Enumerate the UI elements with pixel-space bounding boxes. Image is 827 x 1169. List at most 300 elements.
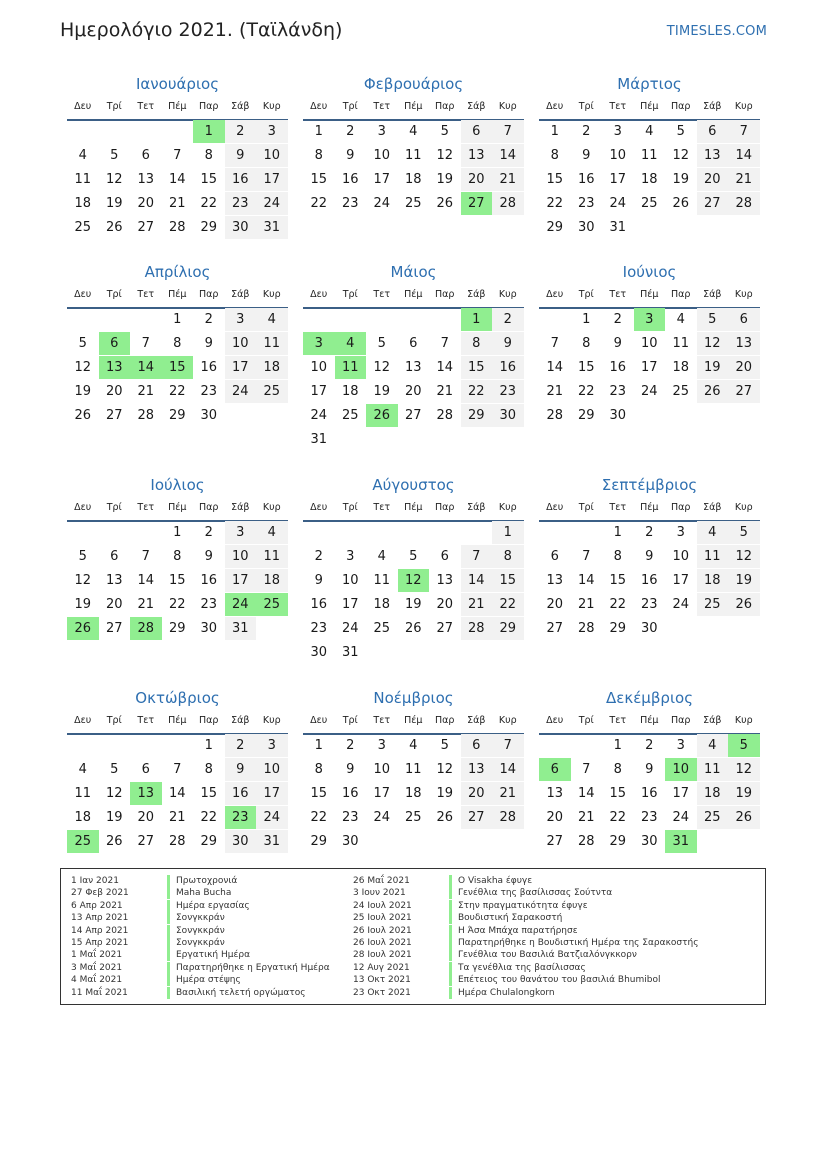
day-cell: 30 [225, 830, 257, 853]
day-cell: 12 [373, 360, 391, 375]
holiday-day-cell: 12 [398, 569, 430, 592]
day-cell: 19 [404, 597, 422, 612]
weekday-label: Τρί [342, 502, 358, 513]
weekday-label: Πέμ [168, 502, 187, 513]
day-cell: 1 [550, 124, 559, 139]
day-cell: 10 [640, 336, 658, 351]
weekday-label: Σάβ [703, 502, 722, 513]
day-cell: 20 [404, 384, 422, 399]
holiday-name: Παρατηρήθηκε η Βουδιστική Ημέρα της Σαρακοστής [449, 937, 698, 949]
day-cell: 19 [373, 384, 391, 399]
day-cell: 25 [404, 196, 422, 211]
day-cell: 10 [373, 148, 391, 163]
day-cell: 13 [137, 172, 155, 187]
day-cell: 7 [173, 762, 182, 777]
day-cell: 15 [310, 172, 328, 187]
holiday-date: 4 Μαΐ 2021 [71, 975, 123, 986]
day-cell: 3 [676, 525, 685, 540]
day-cell: 2 [346, 124, 355, 139]
day-cell: 17 [256, 782, 288, 805]
day-cell: 13 [461, 144, 493, 167]
month-name: Ιανουάριος [135, 75, 219, 93]
day-cell: 10 [672, 549, 690, 564]
day-cell: 1 [173, 525, 182, 540]
weekday-label: Σάβ [467, 101, 486, 112]
day-cell: 23 [577, 196, 595, 211]
day-cell: 18 [256, 569, 288, 592]
weekday-label: Τρί [106, 289, 122, 300]
day-cell: 26 [74, 408, 92, 423]
day-cell: 26 [697, 380, 729, 403]
holiday-day-cell: 26 [366, 404, 398, 427]
day-cell: 21 [168, 196, 186, 211]
weekday-label: Δευ [310, 289, 328, 300]
day-cell: 2 [613, 312, 622, 327]
day-cell: 4 [78, 762, 87, 777]
day-cell: 1 [492, 521, 524, 544]
day-cell: 12 [697, 332, 729, 355]
day-cell: 2 [204, 525, 213, 540]
month-name: Νοέμβριος [373, 689, 454, 707]
day-cell: 16 [200, 360, 218, 375]
month-name: Μάρτιος [617, 75, 682, 93]
day-cell: 2 [225, 120, 257, 143]
day-cell: 6 [141, 762, 150, 777]
holiday-list [60, 868, 766, 1005]
day-cell: 23 [341, 810, 359, 825]
day-cell: 12 [105, 172, 123, 187]
day-cell: 12 [436, 148, 454, 163]
weekday-label: Δευ [546, 101, 564, 112]
day-cell: 23 [225, 192, 257, 215]
day-cell: 2 [582, 124, 591, 139]
day-cell: 29 [200, 220, 218, 235]
day-cell: 17 [672, 786, 690, 801]
weekday-label: Δευ [74, 715, 92, 726]
weekday-label: Κυρ [262, 289, 281, 300]
day-cell: 7 [141, 336, 150, 351]
day-cell: 15 [609, 786, 627, 801]
day-cell: 15 [492, 569, 524, 592]
day-cell: 7 [728, 120, 760, 143]
holiday-date: 12 Αυγ 2021 [353, 962, 410, 973]
day-cell: 8 [173, 549, 182, 564]
day-cell: 20 [137, 196, 155, 211]
month-name: Φεβρουάριος [363, 75, 464, 93]
weekday-label: Τετ [137, 101, 155, 112]
weekday-label: Τετ [373, 715, 391, 726]
holiday-day-cell: 6 [99, 332, 131, 355]
day-cell: 27 [137, 220, 155, 235]
day-cell: 29 [461, 404, 493, 427]
day-cell: 6 [697, 120, 729, 143]
day-cell: 12 [672, 148, 690, 163]
weekday-label: Πέμ [168, 101, 187, 112]
day-cell: 9 [204, 336, 213, 351]
day-cell: 6 [728, 308, 760, 331]
holiday-day-cell: 10 [665, 758, 697, 781]
day-cell: 21 [546, 384, 564, 399]
day-cell: 11 [640, 148, 658, 163]
day-cell: 30 [200, 408, 218, 423]
day-cell: 4 [409, 738, 418, 753]
weekday-label: Κυρ [498, 289, 517, 300]
day-cell: 27 [546, 834, 564, 849]
day-cell: 9 [613, 336, 622, 351]
month-9 [539, 475, 760, 655]
month-name: Απρίλιος [144, 263, 211, 281]
day-cell: 22 [577, 384, 595, 399]
day-cell: 11 [256, 545, 288, 568]
holiday-day-cell: 13 [130, 782, 162, 805]
weekday-label: Τρί [106, 502, 122, 513]
day-cell: 10 [256, 758, 288, 781]
day-cell: 17 [310, 384, 328, 399]
holiday-name: Στην πραγματικότητα έφυγε [449, 900, 588, 912]
day-cell: 21 [137, 597, 155, 612]
brand-link[interactable]: TIMESLES.COM [666, 24, 767, 39]
day-cell: 26 [105, 220, 123, 235]
day-cell: 4 [697, 521, 729, 544]
holiday-date: 3 Ιουν 2021 [353, 888, 406, 899]
day-cell: 25 [697, 806, 729, 829]
weekday-label: Τρί [106, 101, 122, 112]
weekday-label: Πέμ [640, 289, 659, 300]
weekday-label: Τετ [609, 101, 627, 112]
day-cell: 30 [200, 621, 218, 636]
day-cell: 20 [105, 597, 123, 612]
weekday-label: Τρί [342, 289, 358, 300]
day-cell: 29 [609, 834, 627, 849]
day-cell: 17 [373, 786, 391, 801]
day-cell: 26 [404, 621, 422, 636]
weekday-label: Δευ [546, 289, 564, 300]
holiday-date: 13 Οκτ 2021 [353, 975, 411, 986]
day-cell: 18 [697, 782, 729, 805]
day-cell: 9 [314, 573, 323, 588]
day-cell: 3 [613, 124, 622, 139]
day-cell: 5 [440, 124, 449, 139]
day-cell: 24 [373, 196, 391, 211]
day-cell: 10 [310, 360, 328, 375]
day-cell: 5 [697, 308, 729, 331]
weekday-label: Σάβ [467, 715, 486, 726]
day-cell: 17 [256, 168, 288, 191]
holiday-name: Ημέρα Chulalongkorn [449, 987, 555, 999]
day-cell: 16 [341, 786, 359, 801]
day-cell: 27 [404, 408, 422, 423]
day-cell: 5 [409, 549, 418, 564]
weekday-label: Σάβ [231, 502, 250, 513]
day-cell: 3 [346, 549, 355, 564]
day-cell: 14 [436, 360, 454, 375]
day-cell: 13 [436, 573, 454, 588]
holiday-date: 26 Μαΐ 2021 [353, 876, 410, 886]
day-cell: 4 [256, 308, 288, 331]
day-cell: 31 [341, 645, 359, 660]
month-rule [303, 520, 524, 522]
day-cell: 17 [609, 172, 627, 187]
day-cell: 19 [74, 384, 92, 399]
day-cell: 9 [204, 549, 213, 564]
day-cell: 22 [609, 597, 627, 612]
day-cell: 28 [577, 834, 595, 849]
holiday-day-cell: 25 [67, 830, 99, 853]
holiday-name: Βασιλική τελετή οργώματος [167, 987, 306, 999]
day-cell: 31 [310, 432, 328, 447]
day-cell: 15 [577, 360, 595, 375]
day-cell: 8 [582, 336, 591, 351]
day-cell: 28 [577, 621, 595, 636]
weekday-label: Τετ [609, 715, 627, 726]
day-cell: 11 [74, 786, 92, 801]
day-cell: 8 [314, 148, 323, 163]
holiday-day-cell: 31 [665, 830, 697, 853]
weekday-label: Κυρ [262, 715, 281, 726]
day-cell: 31 [256, 216, 288, 239]
day-cell: 24 [373, 810, 391, 825]
day-cell: 16 [310, 597, 328, 612]
day-cell: 1 [613, 525, 622, 540]
day-cell: 3 [225, 308, 257, 331]
day-cell: 18 [404, 172, 422, 187]
day-cell: 11 [74, 172, 92, 187]
day-cell: 7 [440, 336, 449, 351]
day-cell: 22 [609, 810, 627, 825]
day-cell: 9 [645, 762, 654, 777]
day-cell: 8 [461, 332, 493, 355]
day-cell: 28 [546, 408, 564, 423]
day-cell: 30 [640, 834, 658, 849]
month-2 [303, 74, 524, 254]
day-cell: 17 [225, 569, 257, 592]
holiday-day-cell: 1 [461, 308, 493, 331]
weekday-label: Παρ [435, 715, 455, 726]
holiday-day-cell: 4 [335, 332, 367, 355]
day-cell: 16 [609, 360, 627, 375]
day-cell: 15 [200, 786, 218, 801]
day-cell: 6 [110, 549, 119, 564]
holiday-day-cell: 24 [225, 593, 257, 616]
day-cell: 27 [697, 192, 729, 215]
day-cell: 25 [697, 593, 729, 616]
holiday-name: Σονγκκράν [167, 937, 225, 949]
weekday-label: Τρί [106, 715, 122, 726]
day-cell: 29 [492, 617, 524, 640]
holiday-day-cell: 11 [335, 356, 367, 379]
day-cell: 1 [173, 312, 182, 327]
weekday-label: Τρί [578, 289, 594, 300]
holiday-name: Maha Bucha [167, 887, 231, 899]
day-cell: 3 [256, 120, 288, 143]
day-cell: 21 [137, 384, 155, 399]
day-cell: 2 [492, 308, 524, 331]
day-cell: 26 [728, 806, 760, 829]
holiday-day-cell: 5 [728, 734, 760, 757]
day-cell: 14 [577, 786, 595, 801]
weekday-label: Τετ [373, 101, 391, 112]
day-cell: 12 [105, 786, 123, 801]
day-cell: 19 [105, 196, 123, 211]
day-cell: 4 [409, 124, 418, 139]
weekday-label: Τετ [137, 289, 155, 300]
weekday-label: Κυρ [734, 502, 753, 513]
day-cell: 1 [314, 738, 323, 753]
day-cell: 6 [440, 549, 449, 564]
day-cell: 23 [640, 597, 658, 612]
holiday-name: Τα γενέθλια της βασίλισσας [449, 962, 586, 974]
holiday-name: Εργατική Ημέρα [167, 949, 250, 961]
day-cell: 28 [168, 220, 186, 235]
day-cell: 15 [310, 786, 328, 801]
weekday-label: Πέμ [404, 715, 423, 726]
day-cell: 31 [225, 617, 257, 640]
day-cell: 3 [225, 521, 257, 544]
day-cell: 2 [645, 738, 654, 753]
day-cell: 5 [377, 336, 386, 351]
day-cell: 16 [200, 573, 218, 588]
day-cell: 8 [613, 762, 622, 777]
day-cell: 9 [645, 549, 654, 564]
day-cell: 20 [461, 782, 493, 805]
day-cell: 18 [373, 597, 391, 612]
day-cell: 8 [613, 549, 622, 564]
day-cell: 23 [200, 597, 218, 612]
day-cell: 24 [672, 810, 690, 825]
weekday-label: Κυρ [734, 715, 753, 726]
day-cell: 11 [256, 332, 288, 355]
day-cell: 7 [550, 336, 559, 351]
day-cell: 20 [546, 810, 564, 825]
month-6 [539, 262, 760, 442]
day-cell: 27 [546, 621, 564, 636]
weekday-label: Σάβ [231, 101, 250, 112]
day-cell: 5 [78, 336, 87, 351]
holiday-name: Σονγκκράν [167, 912, 225, 924]
day-cell: 27 [137, 834, 155, 849]
weekday-label: Σάβ [703, 289, 722, 300]
holiday-date: 14 Απρ 2021 [71, 925, 129, 936]
day-cell: 3 [256, 734, 288, 757]
day-cell: 19 [74, 597, 92, 612]
weekday-label: Πέμ [640, 101, 659, 112]
month-8 [303, 475, 524, 660]
month-10 [67, 688, 288, 868]
day-cell: 4 [697, 734, 729, 757]
day-cell: 22 [461, 380, 493, 403]
holiday-date: 1 Μαΐ 2021 [71, 950, 123, 961]
weekday-label: Δευ [546, 502, 564, 513]
day-cell: 22 [310, 810, 328, 825]
day-cell: 24 [225, 380, 257, 403]
weekday-label: Παρ [199, 715, 219, 726]
day-cell: 6 [461, 120, 493, 143]
day-cell: 29 [168, 621, 186, 636]
holiday-day-cell: 14 [130, 356, 162, 379]
day-cell: 25 [640, 196, 658, 211]
weekday-label: Δευ [310, 502, 328, 513]
day-cell: 30 [640, 621, 658, 636]
day-cell: 15 [609, 573, 627, 588]
day-cell: 23 [341, 196, 359, 211]
day-cell: 20 [697, 168, 729, 191]
weekday-label: Κυρ [262, 502, 281, 513]
weekday-label: Τρί [342, 715, 358, 726]
day-cell: 23 [200, 384, 218, 399]
day-cell: 30 [225, 216, 257, 239]
holiday-name: Ο Visakha έφυγε [449, 875, 532, 887]
day-cell: 28 [436, 408, 454, 423]
day-cell: 6 [409, 336, 418, 351]
day-cell: 15 [168, 573, 186, 588]
day-cell: 28 [137, 408, 155, 423]
day-cell: 13 [546, 573, 564, 588]
weekday-label: Πέμ [640, 502, 659, 513]
day-cell: 27 [728, 380, 760, 403]
weekday-label: Σάβ [231, 715, 250, 726]
holiday-name: Βουδιστική Σαρακοστή [449, 912, 562, 924]
day-cell: 14 [546, 360, 564, 375]
day-cell: 23 [640, 810, 658, 825]
holiday-day-cell: 6 [539, 758, 571, 781]
day-cell: 28 [492, 806, 524, 829]
day-cell: 10 [373, 762, 391, 777]
day-cell: 7 [173, 148, 182, 163]
day-cell: 9 [346, 148, 355, 163]
day-cell: 7 [582, 762, 591, 777]
day-cell: 24 [256, 192, 288, 215]
day-cell: 22 [200, 810, 218, 825]
holiday-date: 11 Μαΐ 2021 [71, 987, 128, 998]
day-cell: 16 [492, 356, 524, 379]
holiday-day-cell: 15 [162, 356, 194, 379]
day-cell: 31 [256, 830, 288, 853]
weekday-label: Κυρ [262, 101, 281, 112]
day-cell: 25 [341, 408, 359, 423]
weekday-label: Σάβ [231, 289, 250, 300]
day-cell: 9 [582, 148, 591, 163]
holiday-name: Ημέρα εργασίας [167, 900, 250, 912]
day-cell: 3 [676, 738, 685, 753]
day-cell: 17 [225, 356, 257, 379]
holiday-date: 3 Μαΐ 2021 [71, 962, 123, 973]
weekday-label: Τρί [342, 101, 358, 112]
holiday-name: Παρατηρήθηκε η Εργατική Ημέρα [167, 962, 330, 974]
day-cell: 29 [609, 621, 627, 636]
day-cell: 1 [204, 738, 213, 753]
weekday-label: Σάβ [703, 101, 722, 112]
day-cell: 14 [577, 573, 595, 588]
day-cell: 10 [341, 573, 359, 588]
day-cell: 5 [440, 738, 449, 753]
day-cell: 24 [672, 597, 690, 612]
day-cell: 25 [404, 810, 422, 825]
holiday-name: Γενέθλια του Βασιλιά Βατζιαλόνγκκορν [449, 949, 637, 961]
month-name: Αύγουστος [372, 476, 455, 494]
month-name: Σεπτέμβριος [601, 476, 698, 494]
day-cell: 12 [74, 360, 92, 375]
day-cell: 19 [728, 782, 760, 805]
day-cell: 19 [697, 356, 729, 379]
holiday-day-cell: 23 [225, 806, 257, 829]
day-cell: 7 [492, 120, 524, 143]
day-cell: 19 [728, 569, 760, 592]
day-cell: 14 [168, 786, 186, 801]
day-cell: 17 [341, 597, 359, 612]
holiday-name: Επέτειος του θανάτου του βασιλιά Bhumibol [449, 974, 661, 986]
day-cell: 7 [492, 734, 524, 757]
day-cell: 27 [461, 806, 493, 829]
